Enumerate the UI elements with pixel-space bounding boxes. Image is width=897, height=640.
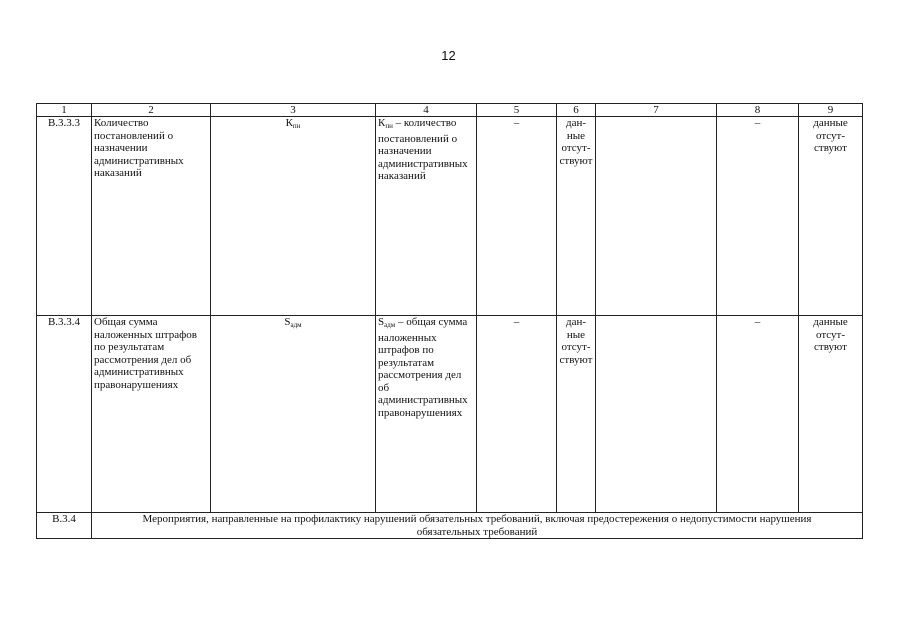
indicator-code: В.3.3.3 — [37, 117, 92, 316]
indicator-name: Общая сумма наложенных штрафов по результатам рассмотрения дел об административных правонарушениях — [92, 316, 211, 513]
header-row — [37, 104, 863, 117]
indicator-definition: $К_{пн}$ – количество постановлений о назначении административных наказаний — [376, 117, 477, 316]
section-row — [37, 513, 863, 539]
header-cell: 5 — [477, 104, 557, 117]
header-cell: 3 — [211, 104, 376, 117]
header-cell: 9 — [799, 104, 863, 117]
header-cell: 6 — [557, 104, 596, 117]
cell-col7 — [596, 117, 717, 316]
indicator-name: Количество постановлений о назначении административных наказаний — [92, 117, 211, 316]
indicator-symbol: $S_{адм}$ — [211, 316, 376, 513]
indicator-definition: $S_{адм}$ – общая сумма наложенных штрафов по результатам рассмотрения дел об административных правонарушениях — [376, 316, 477, 513]
table-row — [37, 316, 863, 513]
cell-col8: – — [717, 316, 799, 513]
header-cell: 7 — [596, 104, 717, 117]
cell-col5: – — [477, 117, 557, 316]
indicator-symbol: $К_{пн}$ — [211, 117, 376, 316]
cell-col8: – — [717, 117, 799, 316]
header-cell: 1 — [37, 104, 92, 117]
indicators-table — [36, 103, 863, 539]
section-code: В.3.4 — [37, 513, 92, 539]
indicator-code: В.3.3.4 — [37, 316, 92, 513]
cell-col5: – — [477, 316, 557, 513]
header-cell: 2 — [92, 104, 211, 117]
cell-col7 — [596, 316, 717, 513]
cell-col9: данные отсут- ствуют — [799, 316, 863, 513]
header-cell: 8 — [717, 104, 799, 117]
page-number: 12 — [441, 48, 456, 63]
section-title: Мероприятия, направленные на профилактику нарушений обязательных требований, включая предостережения о недопустимости нарушения обязательных требований — [92, 513, 863, 539]
table-row — [37, 117, 863, 316]
header-cell: 4 — [376, 104, 477, 117]
cell-col9: данные отсут- ствуют — [799, 117, 863, 316]
cell-col6: дан- ные отсут- ствуют — [557, 316, 596, 513]
cell-col6: дан- ные отсут- ствуют — [557, 117, 596, 316]
